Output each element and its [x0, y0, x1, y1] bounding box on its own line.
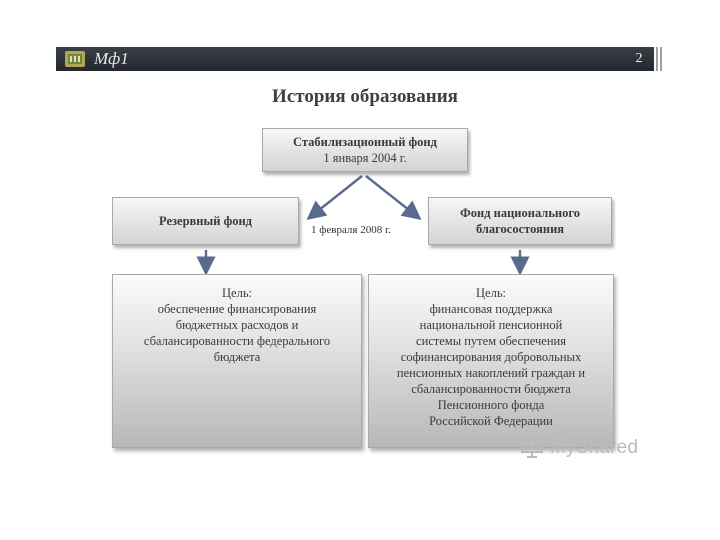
stabilization-fund-box: [262, 128, 468, 172]
goal-line: системы путем обеспечения: [416, 334, 566, 348]
welfare-fund-name-line1: Фонд национального: [460, 206, 580, 220]
reserve-fund-box: [112, 197, 299, 245]
goal-line: Пенсионного фонда: [437, 398, 545, 412]
goal-line: бюджетных расходов и: [175, 318, 299, 332]
stabilization-fund-date: 1 января 2004 г.: [323, 151, 407, 165]
header-bar: [56, 47, 654, 71]
presentation-icon: [520, 437, 544, 459]
goal-line: обеспечение финансирования: [157, 302, 317, 316]
stabilization-fund-name: Стабилизационный фонд: [293, 135, 437, 149]
watermark-text: MyShared: [550, 437, 639, 458]
goal-line: софинансирования добровольных: [400, 350, 582, 364]
arrow-to-reserve-fund: [314, 176, 362, 214]
page-number: 2: [635, 51, 643, 66]
goal-line: финансовая поддержка: [429, 302, 553, 316]
welfare-fund-goal-box: [368, 274, 614, 448]
goal-line: Цель:: [476, 286, 506, 300]
goal-line: пенсионных накоплений граждан и: [396, 366, 586, 380]
split-date-label: 1 февраля 2008 г.: [311, 224, 392, 236]
goal-line: сбалансированности бюджета: [411, 382, 571, 396]
watermark: [520, 436, 638, 460]
brand-name: Мф1: [94, 49, 129, 68]
goal-line: бюджета: [213, 350, 261, 364]
goal-line: Российской Федерации: [429, 414, 553, 428]
reserve-fund-name: Резервный фонд: [158, 214, 252, 228]
header-accent: [656, 47, 664, 71]
arrow-to-welfare-fund: [366, 176, 414, 214]
emblem-icon: [64, 50, 86, 68]
welfare-fund-name-line2: благосостояния: [475, 222, 565, 236]
goal-line: национальной пенсионной: [419, 318, 563, 332]
page-title: История образования: [272, 86, 458, 107]
goal-line: сбалансированности федерального: [143, 334, 331, 348]
reserve-fund-goal-box: [112, 274, 362, 448]
goal-line: Цель:: [222, 286, 252, 300]
welfare-fund-box: [428, 197, 612, 245]
